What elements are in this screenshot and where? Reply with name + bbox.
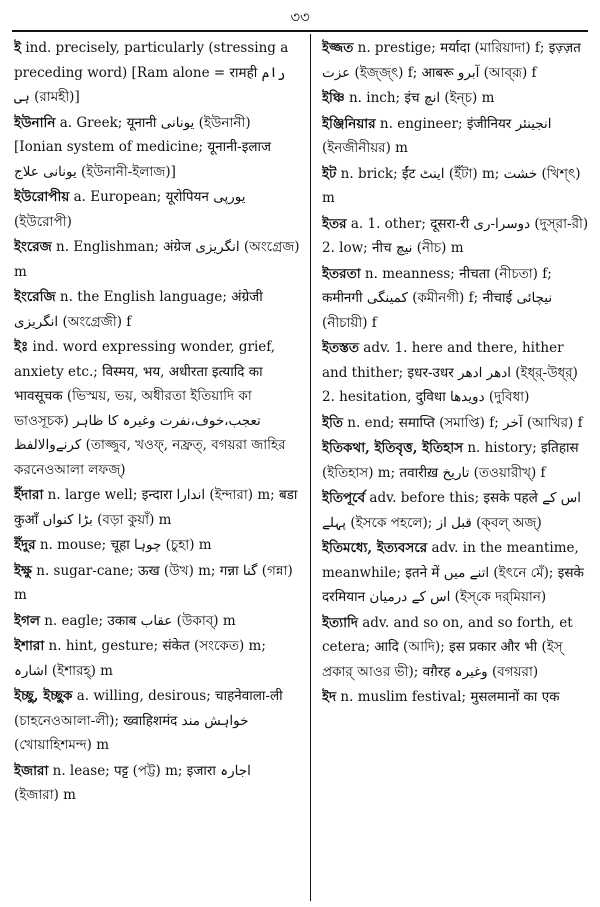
- entry-headword: ইজ্জত: [322, 40, 354, 56]
- entry-definition: n. prestige; मर्यादा (মারিয়াদা) f; इज़्ज़त عزت (ইজ্জ্‌ৎ) f; आबरू آبرو (আব্‌রূ) f: [322, 40, 581, 81]
- dictionary-entry: [322, 611, 592, 685]
- entry-definition: adv. in the meantime, meanwhile; इतने में اتنے میں (ইৎনে মেঁ); इसके दरमियान اس کے درمیان (ইস্‌কে দর্‌মিয়ান): [322, 540, 584, 605]
- dictionary-entry: [322, 86, 592, 111]
- dictionary-entry: [14, 684, 300, 758]
- entry-headword: ইতর: [322, 215, 347, 232]
- dictionary-entry: [14, 483, 300, 532]
- entry-definition: a. European; यूरोपियन یورپی (ইউরোপী): [14, 189, 246, 230]
- header-rule: [12, 30, 588, 32]
- entry-headword: ইজারা: [14, 762, 49, 779]
- dictionary-entry: [14, 759, 300, 808]
- entry-headword: ইঞ্চি: [322, 90, 345, 106]
- entry-headword: ইঃ: [14, 339, 29, 355]
- entry-headword: ইতরতা: [322, 265, 361, 282]
- dictionary-entry: [14, 533, 300, 558]
- entry-definition: n. meanness; नीचता (নীচতা) f; कमीनगी کمینگی (কমীনগী) f; नीचाई نیچائی (নীচায়ী) f: [322, 265, 553, 331]
- dictionary-entry: [322, 36, 592, 85]
- dictionary-entry: [14, 235, 300, 284]
- dictionary-entry: [322, 162, 592, 211]
- entry-definition: n. inch; इंच انچ (ইন্‌চ) m: [344, 90, 495, 106]
- entry-definition: n. lease; पट्ट (পট্ট) m; इजारा اجارہ (ইজারা) m: [14, 762, 251, 803]
- dictionary-entry: [14, 285, 300, 334]
- entry-headword: ইতিপূর্বে: [322, 490, 366, 506]
- left-column: [14, 36, 300, 809]
- entry-headword: ইঞ্জিনিয়ার: [322, 115, 376, 132]
- entry-headword: ইদ: [322, 689, 337, 705]
- dictionary-entry: [14, 335, 300, 482]
- entry-definition: adv. before this; इसके पहले اس کے پہلے (ইসকে পহলে); قبل از (ক্‌বল্‌ অজ্‌): [322, 490, 581, 531]
- dictionary-entry: [322, 336, 592, 410]
- entry-headword: ইচ্ছু, ইচ্ছুক: [14, 688, 73, 704]
- entry-definition: n. history; इतिहास (ইতিহাস) m; तवारीख़ تاریخ (তওয়ারীখ্‌) f: [322, 440, 579, 481]
- entry-headword: ইগল: [14, 612, 40, 629]
- entry-definition: n. end; समाप्ति (সমাপ্তি) f; آخر (আখির) f: [343, 414, 583, 431]
- entry-headword: ইংরেজ: [14, 239, 52, 255]
- entry-headword: ইশারা: [14, 638, 45, 654]
- entry-headword: ইক্ষু: [14, 562, 32, 579]
- entry-headword: ইংরেজি: [14, 289, 56, 305]
- entry-definition: a. 1. other; दूसरा-री دوسرا-ری (দুস্‌রা-রী) 2. low; नीच نیچ (নীচ) m: [322, 215, 589, 256]
- entry-definition: n. muslim festival; मुसलमानों का एक: [336, 689, 560, 705]
- entry-definition: adv. 1. here and there, hither and thither; इधर-उधर ادھر ادھر (ইধ্‌র্‌-উধ্‌র্‌) 2. hesitation, दुविधा دویدھا (দুবিধা): [322, 340, 578, 405]
- dictionary-entry: [14, 185, 300, 234]
- dictionary-entry: [322, 486, 592, 535]
- dictionary-entry: [322, 112, 592, 161]
- column-divider: [310, 34, 311, 901]
- dictionary-entry: [322, 536, 592, 610]
- entry-headword: ইতস্তত: [322, 340, 359, 356]
- entry-headword: ইউনানি: [14, 114, 56, 131]
- entry-definition: n. brick; ईंट اینٹ (ইঁটা) m; خشت (খিশ্‌ৎ) m: [322, 165, 581, 206]
- entry-definition: n. Englishman; अंग्रेज انگریزی (অংগ্রেজ) m: [14, 239, 300, 280]
- entry-definition: n. the English language; अंग्रेजी انگریزی (অংগ্রেজী) f: [14, 289, 263, 330]
- dictionary-entry: [14, 36, 300, 110]
- entry-definition: n. sugar-cane; ऊख (উখ) m; गन्ना گنا (গন্না) m: [14, 562, 293, 603]
- page-number: ৩৩: [290, 8, 310, 26]
- entry-headword: ইউরোপীয়: [14, 189, 70, 205]
- entry-headword: ইতি: [322, 414, 344, 431]
- entry-definition: a. willing, desirous; चाहनेवाला-ली (চাহনেওআলা-লী); ख्वाहिशमंद خواہش مند (খোয়াহিশমন্দ) m: [14, 688, 283, 753]
- dictionary-entry: [14, 609, 300, 634]
- entry-headword: ইতিমধ্যে, ইত্যবসরে: [322, 540, 428, 556]
- dictionary-entry: [322, 436, 592, 485]
- dictionary-entry: [322, 262, 592, 336]
- entry-headword: ইত্যাদি: [322, 614, 358, 631]
- dictionary-entry: [14, 559, 300, 608]
- dictionary-entry: [14, 634, 300, 683]
- dictionary-entry: [322, 212, 592, 261]
- entry-headword: ইট: [322, 165, 337, 182]
- right-column: [322, 36, 592, 711]
- entry-definition: n. mouse; चूहा چوہا (চুহা) m: [35, 537, 212, 553]
- entry-definition: a. Greek; यूनानी یونانی (ইউনানী) [Ionian system of medicine; यूनानी-इलाज یونانی علاج (ইউনানী-ইলাজ)]: [14, 114, 271, 180]
- dictionary-entry: [14, 111, 300, 185]
- entry-definition: n. hint, gesture; संकेत (সংকেত) m; اشارہ (ইশারহ্) m: [14, 638, 266, 679]
- entry-definition: n. large well; इन्दारा اندارا (ইন্দারা) m; बडा कुआँ بڑا کنواں (বড়া কুয়াঁ) m: [14, 487, 298, 528]
- entry-headword: ইঁদুর: [14, 537, 36, 553]
- entry-headword: ইতিকথা, ইতিবৃত্ত, ইতিহাস: [322, 440, 464, 456]
- dictionary-entry: [322, 685, 592, 710]
- dictionary-entry: [322, 411, 592, 436]
- entry-definition: ind. precisely, particularly (stressing a preceding word) [Ram alone = रामही رام ہی (রামহী)]: [14, 40, 289, 105]
- entry-headword: ইঁদারা: [14, 487, 44, 503]
- entry-definition: adv. and so on, and so forth, et cetera; आदि (আদি); इस प्रकार और भी (ইস্‌ প্রকার্‌ আওর ভী); वग़ैरह وغیرہ (বগয়রা): [322, 614, 573, 680]
- entry-definition: n. eagle; उकाब عقاب (উকাব্) m: [39, 612, 236, 629]
- entry-definition: ind. word expressing wonder, grief, anxiety etc.; विस्मय, भय, अधीरता इत्यादि का भावसूचक (ভিস্ময়, ভয়, অধীরতা ইতিয়াদি কা ভাওসূচক) تعجب،خوف،نفرت وغیرہ کا ظاہر کرنےوالالفظ (তাজ্জুব, খওফ্, নফ্রত্, বগয়রা জাহির করনেওআলা লফজ্): [14, 339, 286, 478]
- entry-definition: n. engineer; इंजीनियर انجینئر (ইনজীনীয়র) m: [322, 115, 552, 156]
- entry-headword: ই: [14, 40, 22, 56]
